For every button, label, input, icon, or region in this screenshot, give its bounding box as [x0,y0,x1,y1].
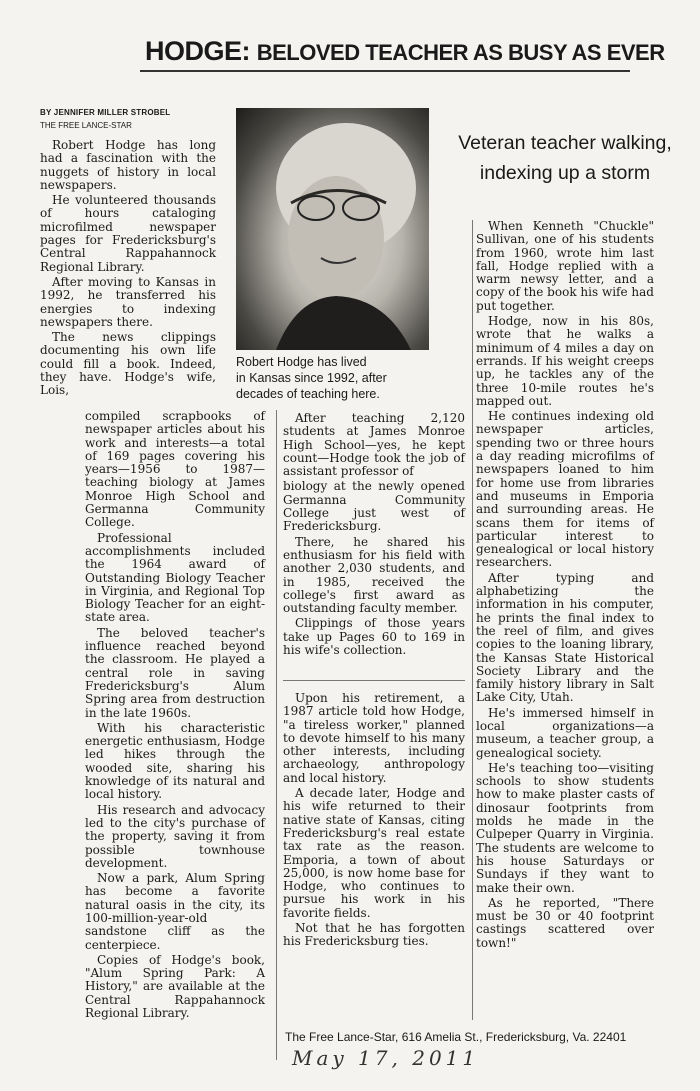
subheadline [445,128,685,188]
column-2-top [283,412,465,659]
paragraph: He volunteered thousands of hours cataloging microfilmed newspaper pages for Fredericksburg's Central Rappahannock Regional Library. [40,193,216,274]
paragraph: There, he shared his enthusiasm for his field with another 2,030 students, and in 1985, received the college's first award as outstanding faculty member. [283,534,465,616]
paragraph: Not that he has forgotten his Fredericksburg ties. [283,921,465,949]
portrait-photo [236,108,429,350]
paragraph: He continues indexing old newspaper articles, spending two or three hours a day reading microfilms of newspapers loaned to him for home use from libraries and museums in Emporia and surrounding areas. He scans them for items of particular interest to genealogical or local history researchers. [476,409,654,570]
byline: BY JENNIFER MILLER STROBEL [40,108,171,117]
publication-footer: The Free Lance-Star, 616 Amelia St., Fredericksburg, Va. 22401 [285,1030,627,1044]
section-divider [283,680,465,681]
caption-line: in Kansas since 1992, after [236,371,387,385]
column-2-bottom [283,692,465,951]
paragraph: Hodge, now in his 80s, wrote that he walks a minimum of 4 miles a day on errands. If his weight creeps up, he tackles any of the three 10-mile routes he's mapped out. [476,314,654,408]
paragraph: compiled scrapbooks of newspaper articles about his work and interests—a total of 169 pages covering his years—1956 to 1987—teaching biology at James Monroe High School and Germanna Community College. [85,409,265,530]
column-divider [276,410,277,1060]
paragraph: The beloved teacher's influence reached beyond the classroom. He played a central role in saving Fredericksburg's Alum Spring area from destruction in the late 1960s. [85,625,265,720]
paragraph: After teaching 2,120 students at James Monroe High School—yes, he kept count—Hodge took the job of assistant professor of [283,411,465,479]
column-divider [472,220,473,1020]
paragraph: He's immersed himself in local organizations—a museum, a teacher group, a genealogical society. [476,705,654,760]
paragraph: Upon his retirement, a 1987 article told how Hodge, "a tireless worker," planned to devote himself to his many other interests, including archaeology, anthropology and local history. [283,691,465,785]
paragraph: Now a park, Alum Spring has become a favorite natural oasis in the city, its 100-million-year-old sandstone cliff as the centerpiece. [85,871,265,952]
paragraph: A decade later, Hodge and his wife returned to their native state of Kansas, citing Fredericksburg's real estate tax rate as the reason. Emporia, a town of about 25,000, is now home base for Hodge, who continues to pursue his work in his favorite fields. [283,786,465,920]
headline [145,36,665,68]
paragraph: Robert Hodge has long had a fascination with the nuggets of history in local newspapers. [40,138,216,192]
top-rule [140,70,630,72]
column-1-bottom [85,410,265,1022]
paragraph: The news clippings documenting his own life could fill a book. Indeed, they have. Hodge's wife, Lois, [40,330,216,398]
paragraph: Clippings of those years take up Pages 60 to 169 in his wife's collection. [283,616,465,658]
headline-title: BELOVED TEACHER AS BUSY AS EVER [256,40,665,65]
paragraph: After typing and alphabetizing the information in his computer, he prints the final index to the reel of film, and gives copies to the loaning library, the Kansas State Historical Society Library and the family history library in Salt Lake City, Utah. [476,570,654,705]
caption-line: decades of teaching here. [236,387,380,401]
paragraph: With his characteristic energetic enthusiasm, Hodge led hikes through the wooded site, sharing his knowledge of its natural and local history. [85,720,265,802]
paragraph: Copies of Hodge's book, "Alum Spring Park: A History," are available at the Central Rappahannock Regional Library. [85,952,265,1021]
photo-caption [236,354,436,402]
paragraph: When Kenneth "Chuckle" Sullivan, one of his students from 1960, wrote him last fall, Hodge replied with a warm newsy letter, and a copy of the book his wife had put together. [476,219,654,313]
handwritten-date: May 17, 2011 [292,1046,480,1070]
caption-line: Robert Hodge has lived [236,355,367,369]
column-3 [476,220,654,952]
paragraph: Professional accomplishments included the 1964 award of Outstanding Biology Teacher in Virginia, and Regional Top Biology Teacher for an eight-state area. [85,530,265,625]
paragraph: He's teaching too—visiting schools to show students how to make plaster casts of dinosaur footprints from molds he made in the Culpeper Quarry in Virginia. The students are welcome to his house Saturdays or Sundays if they want to make their own. [476,760,654,895]
paragraph: As he reported, "There must be 30 or 40 footprint castings scattered over town!" [476,895,654,950]
column-1-top [40,139,216,400]
paragraph: After moving to Kansas in 1992, he transferred his energies to indexing newspapers there. [40,274,216,329]
subheadline-line: indexing up a storm [479,162,651,184]
paragraph: His research and advocacy led to the city's purchase of the property, saving it from possible townhouse development. [85,802,265,870]
paragraph: biology at the newly opened Germanna Community College just west of Fredericksburg. [283,479,465,534]
headline-name: HODGE: [145,36,250,66]
source-line: THE FREE LANCE-STAR [40,121,132,130]
subheadline-line: Veteran teacher walking, [458,132,672,154]
